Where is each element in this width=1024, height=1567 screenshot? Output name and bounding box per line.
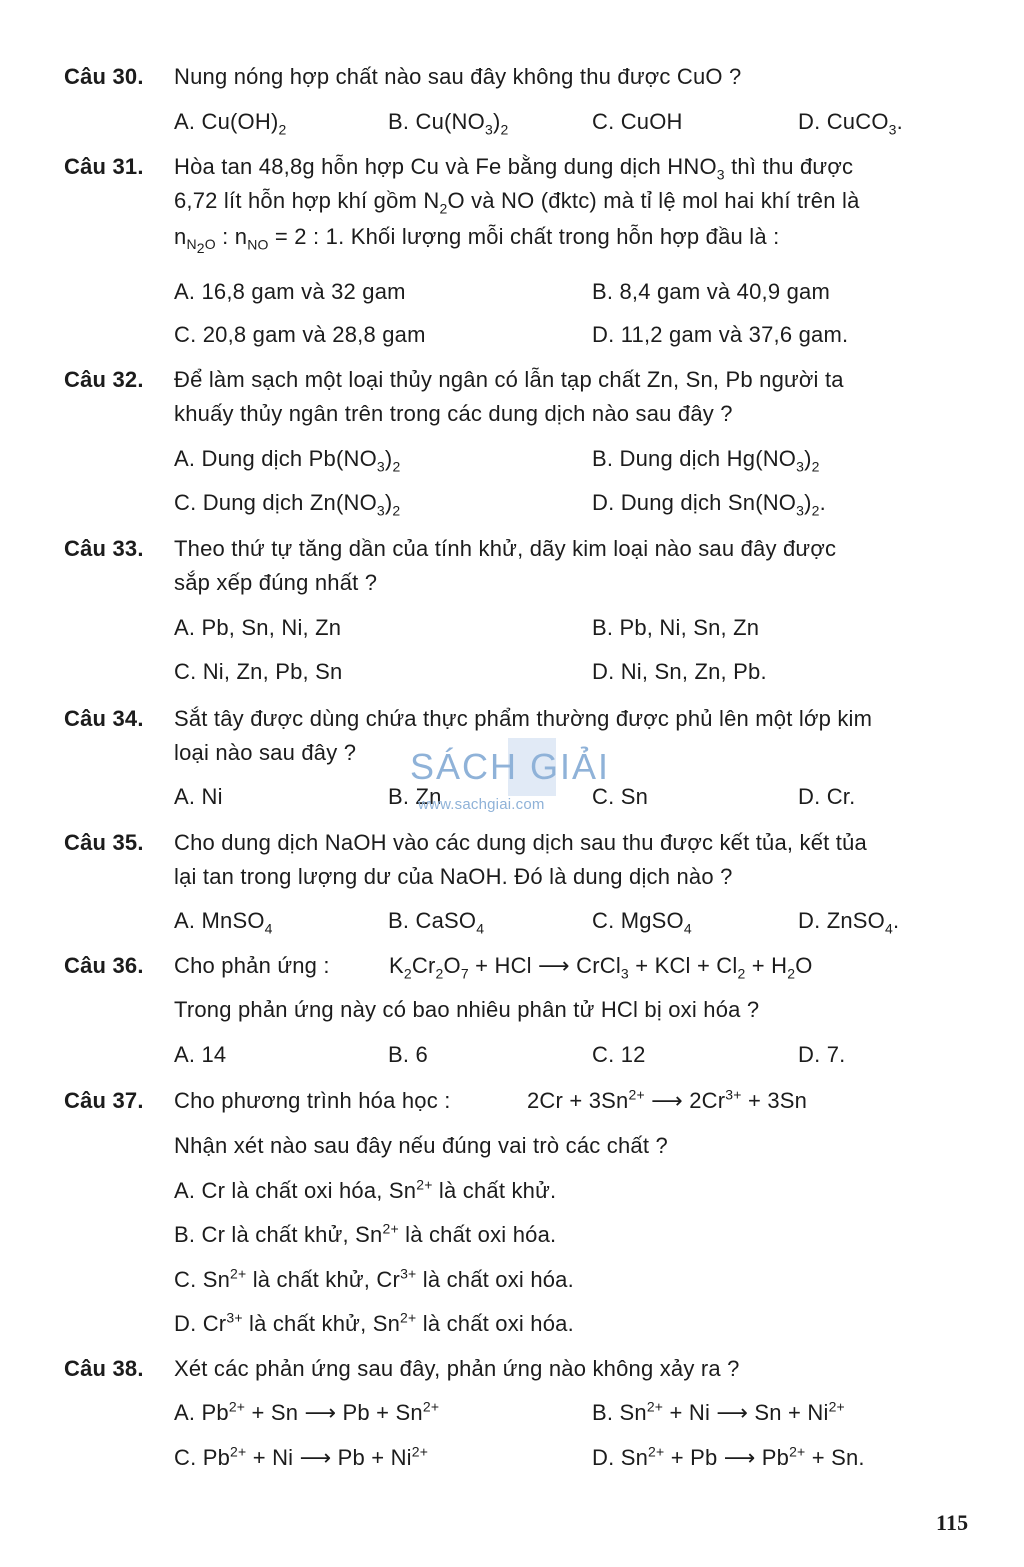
question-31-line-3: $n_{N_2O}$ : $n_{NO} = 2$ : 1. Khối lượng mỗi chất trong hỗn hợp đầu là : — [174, 224, 780, 257]
q36-option-d: D. 7. — [798, 1042, 846, 1067]
q35-option-d: D. ZnSO$_4$. — [798, 908, 900, 937]
question-32-label: Câu 32. — [64, 367, 144, 392]
question-35-label: Câu 35. — [64, 830, 144, 855]
question-33-line-1: Theo thứ tự tăng dần của tính khử, dãy kim loại nào sau đây được — [174, 536, 837, 561]
question-37-line-2: Nhận xét nào sau đây nếu đúng vai trò các chất ? — [174, 1133, 668, 1158]
question-36-line-1: Cho phản ứng : — [174, 953, 330, 978]
watermark-title: SÁCH GIẢI — [410, 746, 611, 787]
question-31-line-2: 6,72 lít hỗn hợp khí gồm $N_2O$ và NO (đktc) mà tỉ lệ mol hai khí trên là — [174, 188, 860, 217]
question-34-label: Câu 34. — [64, 706, 144, 731]
q36-option-b: B. 6 — [388, 1042, 428, 1067]
q35-option-a: A. MnSO$_4$ — [174, 908, 273, 937]
q33-option-a: A. Pb, Sn, Ni, Zn — [174, 615, 342, 640]
q31-option-a: A. 16,8 gam và 32 gam — [174, 279, 406, 304]
question-30-label: Câu 30. — [64, 64, 144, 89]
q32-option-b: B. Dung dịch $Hg(NO_3)_2$ — [592, 446, 820, 475]
q34-option-d: D. Cr. — [798, 784, 856, 809]
sachgiai-watermark — [410, 738, 620, 828]
watermark-url: www.sachgiai.com — [418, 796, 545, 813]
question-34-line-2: loại nào sau đây ? — [174, 740, 357, 765]
q36-option-c: C. 12 — [592, 1042, 646, 1067]
q33-option-b: B. Pb, Ni, Sn, Zn — [592, 615, 760, 640]
q37-option-c: C. $Sn^{2+}$ là chất khử, $Cr^{3+}$ là chất oxi hóa. — [174, 1265, 574, 1292]
question-32-line-1: Để làm sạch một loại thủy ngân có lẫn tạp chất Zn, Sn, Pb người ta — [174, 367, 844, 392]
question-38-label: Câu 38. — [64, 1356, 144, 1381]
q38-option-a: A. $Pb^{2+} + Sn$ ⟶ $Pb + Sn^{2+}$ — [174, 1398, 440, 1425]
q37-reaction-equation: $2Cr + 3Sn^{2+}$ ⟶ $2Cr^{3+} + 3Sn$ — [527, 1086, 808, 1113]
q30-option-c: C. CuOH — [592, 109, 683, 134]
question-36-line-2: Trong phản ứng này có bao nhiêu phân tử HCl bị oxi hóa ? — [174, 997, 760, 1022]
q32-option-c: C. Dung dịch $Zn(NO_3)_2$ — [174, 490, 401, 519]
q31-option-d: D. 11,2 gam và 37,6 gam. — [592, 322, 849, 347]
q37-option-a: A. Cr là chất oxi hóa, $Sn^{2+}$ là chất khử. — [174, 1176, 557, 1203]
q36-reaction-equation: $K_2Cr_2O_7$ + HCl ⟶ CrCl$_3$ + KCl + $Cl_2 + H_2O$ — [389, 953, 813, 982]
q31-option-b: B. 8,4 gam và 40,9 gam — [592, 279, 830, 304]
question-36-label: Câu 36. — [64, 953, 144, 978]
question-37-label: Câu 37. — [64, 1088, 144, 1113]
q37-option-d: D. $Cr^{3+}$ là chất khử, $Sn^{2+}$ là chất oxi hóa. — [174, 1309, 574, 1336]
q38-option-c: C. $Pb^{2+} + Ni$ ⟶ $Pb + Ni^{2+}$ — [174, 1443, 429, 1470]
question-31-line-1: Hòa tan 48,8g hỗn hợp Cu và Fe bằng dung dịch $HNO_3$ thì thu được — [174, 154, 854, 183]
q35-option-b: B. CaSO$_4$ — [388, 908, 485, 937]
q32-option-a: A. Dung dịch $Pb(NO_3)_2$ — [174, 446, 401, 475]
question-33-line-2: sắp xếp đúng nhất ? — [174, 570, 378, 595]
q30-option-d: D. CuCO$_3$. — [798, 109, 903, 138]
q30-option-a: A. $Cu(OH)_2$ — [174, 109, 287, 138]
question-35-line-2: lại tan trong lượng dư của NaOH. Đó là dung dịch nào ? — [174, 864, 733, 889]
q37-option-b: B. Cr là chất khử, $Sn^{2+}$ là chất oxi hóa. — [174, 1220, 557, 1247]
q31-option-c: C. 20,8 gam và 28,8 gam — [174, 322, 426, 347]
q38-option-d: D. $Sn^{2+} + Pb$ ⟶ $Pb^{2+} + Sn$. — [592, 1443, 865, 1470]
q34-option-c: C. Sn — [592, 784, 649, 809]
question-30-text: Nung nóng hợp chất nào sau đây không thu được CuO ? — [174, 64, 742, 89]
q38-option-b: B. $Sn^{2+} + Ni$ ⟶ $Sn + Ni^{2+}$ — [592, 1398, 845, 1425]
q30-option-b: B. $Cu(NO_3)_2$ — [388, 109, 509, 138]
page-number: 115 — [936, 1510, 969, 1535]
q35-option-c: C. MgSO$_4$ — [592, 908, 692, 937]
q36-option-a: A. 14 — [174, 1042, 227, 1067]
question-37-line-1: Cho phương trình hóa học : — [174, 1088, 451, 1113]
q32-option-d: D. Dung dịch $Sn(NO_3)_2$. — [592, 490, 826, 519]
question-33-label: Câu 33. — [64, 536, 144, 561]
q34-option-b: B. Zn — [388, 784, 442, 809]
question-34-line-1: Sắt tây được dùng chứa thực phẩm thường được phủ lên một lớp kim — [174, 706, 873, 731]
q33-option-c: C. Ni, Zn, Pb, Sn — [174, 659, 343, 684]
q33-option-d: D. Ni, Sn, Zn, Pb. — [592, 659, 767, 684]
question-35-line-1: Cho dung dịch NaOH vào các dung dịch sau thu được kết tủa, kết tủa — [174, 830, 867, 855]
question-32-line-2: khuấy thủy ngân trên trong các dung dịch nào sau đây ? — [174, 401, 733, 426]
question-31-label: Câu 31. — [64, 154, 144, 179]
question-38-line-1: Xét các phản ứng sau đây, phản ứng nào không xảy ra ? — [174, 1356, 740, 1381]
q34-option-a: A. Ni — [174, 784, 223, 809]
